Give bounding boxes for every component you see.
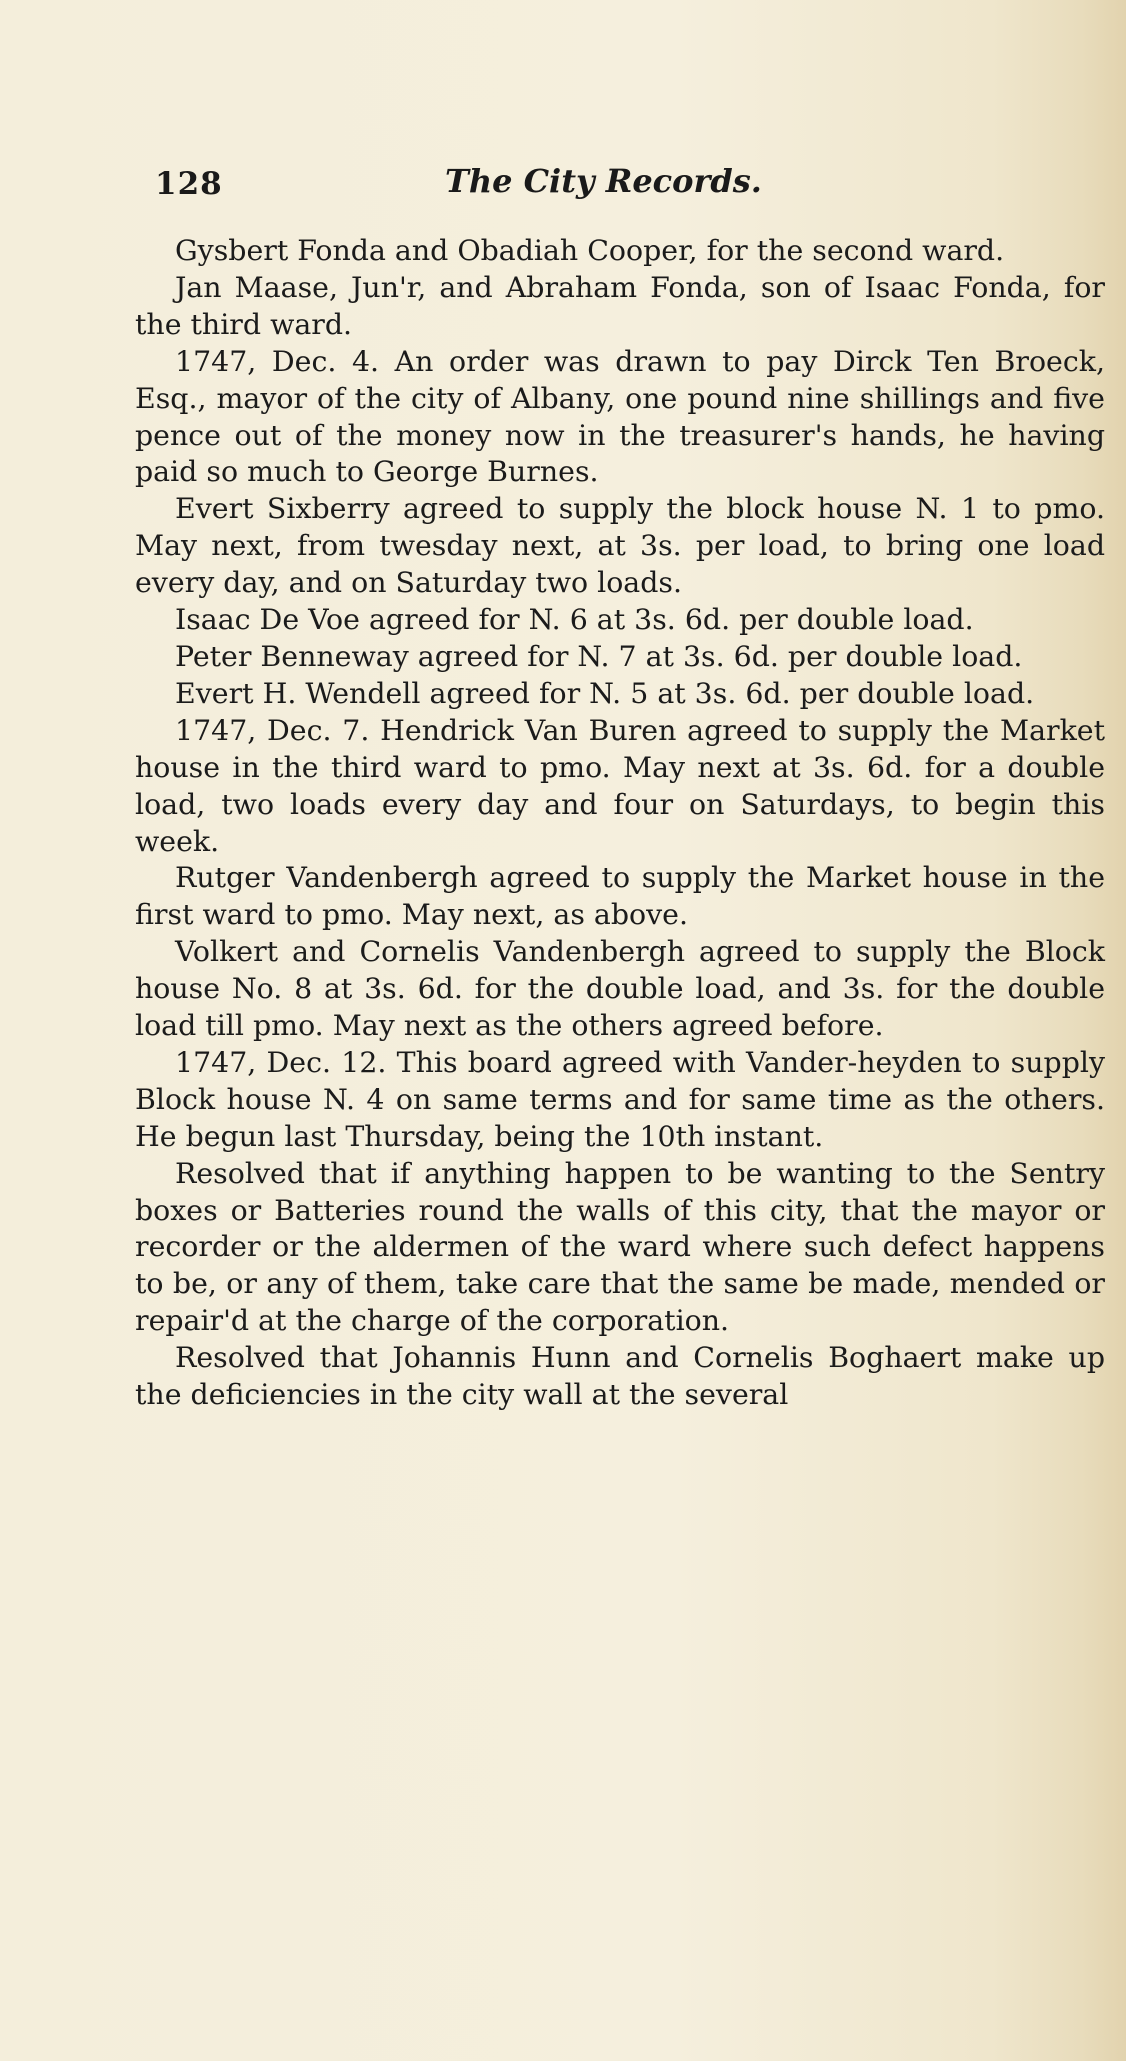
page-header <box>155 160 975 210</box>
paragraph-peter-benneway: Peter Benneway agreed for N. 7 at 3s. 6d. per double load. <box>175 639 1023 673</box>
paragraph-dec-12-vanderheyden: 1747, Dec. 12. This board agreed with Vander-heyden to supply Block house N. 4 on same terms and for same time as the others. He begun last Thursday, being the 10th instant. <box>135 1045 1105 1153</box>
page-body <box>135 233 1105 1414</box>
paragraph-evert-sixberry: Evert Sixberry agreed to supply the block house N. 1 to pmo. May next, from twesday next, at 3s. per load, to bring one load every day, and on Saturday two loads. <box>135 492 1105 600</box>
paragraph-dec-4-order: 1747, Dec. 4. An order was drawn to pay Dirck Ten Broeck, Esq., mayor of the city of Albany, one pound nine shillings and five pence out of the money now in the treasurer's hands, he having paid so much to George Burnes. <box>135 344 1105 489</box>
paragraph-rutger-vandenbergh: Rutger Vandenbergh agreed to supply the Market house in the first ward to pmo. May next, as above. <box>135 861 1105 932</box>
paragraph-third-ward: Jan Maase, Jun'r, and Abraham Fonda, son of Isaac Fonda, for the third ward. <box>135 270 1105 341</box>
paragraph-second-ward: Gysbert Fonda and Obadiah Cooper, for the second ward. <box>175 234 1005 267</box>
running-title: The City Records. <box>445 162 762 200</box>
paragraph-volkert-cornelis: Volkert and Cornelis Vandenbergh agreed to supply the Block house No. 8 at 3s. 6d. for the double load, and 3s. for the double load till pmo. May next as the others agreed before. <box>135 935 1105 1043</box>
paragraph-evert-wendell: Evert H. Wendell agreed for N. 5 at 3s. 6d. per double load. <box>175 676 1035 710</box>
page-number: 128 <box>155 166 223 202</box>
paragraph-resolved-city-wall: Resolved that Johannis Hunn and Cornelis Boghaert make up the deficiencies in the city wall at the several <box>135 1341 1105 1412</box>
paragraph-resolved-sentry-boxes: Resolved that if anything happen to be wanting to the Sentry boxes or Batteries round the walls of this city, that the mayor or recorder or the aldermen of the ward where such defect happens to be, or any of them, take care that the same be made, mended or repair'd at the charge of the corporation. <box>135 1156 1105 1338</box>
paragraph-dec-7-van-buren: 1747, Dec. 7. Hendrick Van Buren agreed to supply the Market house in the third ward to pmo. May next at 3s. 6d. for a double load, two loads every day and four on Saturdays, to begin this week. <box>135 713 1105 858</box>
paragraph-isaac-de-voe: Isaac De Voe agreed for N. 6 at 3s. 6d. per double load. <box>175 603 974 637</box>
